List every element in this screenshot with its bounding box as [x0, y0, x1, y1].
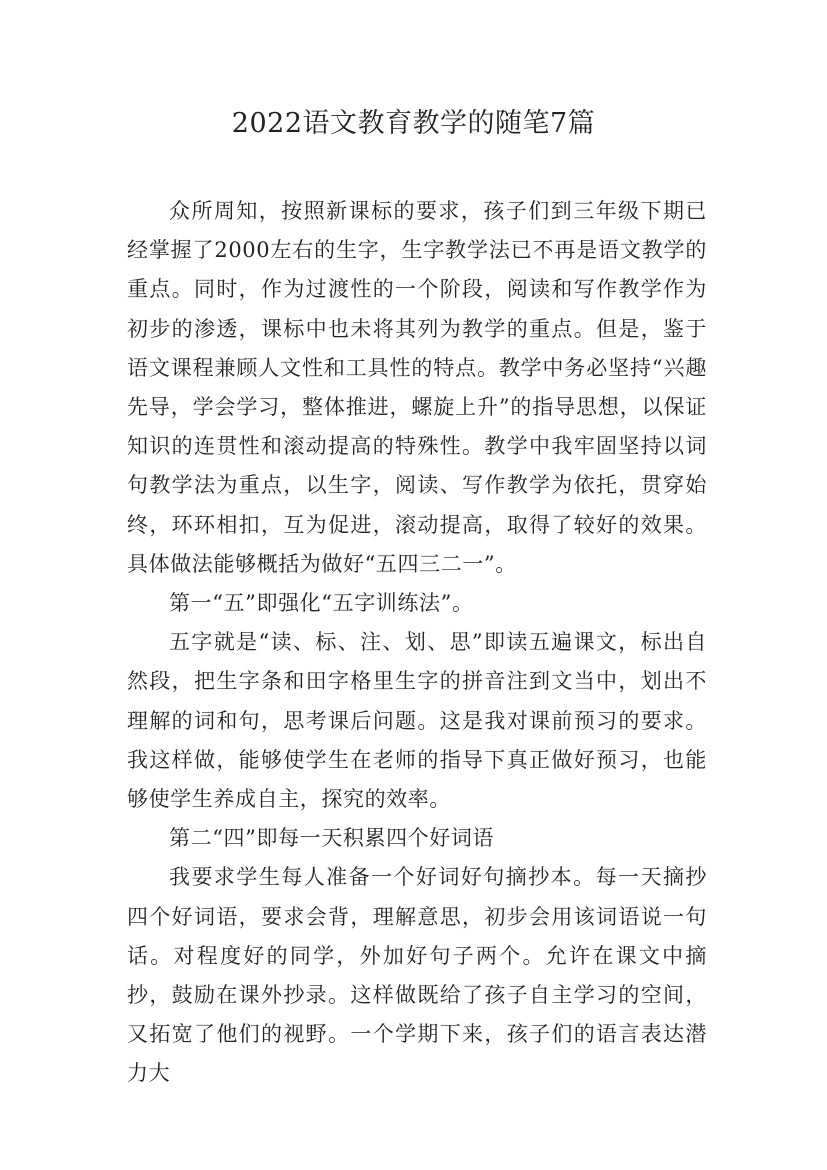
paragraph-intro: 众所周知，按照新课标的要求，孩子们到三年级下期已经掌握了2000左右的生字，生字教学法已不再是语文教学的重点。同时，作为过渡性的一个阶段，阅读和写作教学作为初步的渗透，课标中也未将其列为教学的重点。但是，鉴于语文课程兼顾人文性和工具性的特点。教学中务必坚持“兴趣先导，学会学习，整体推进，螺旋上升”的指导思想，以保证知识的连贯性和滚动提高的特殊性。教学中我牢固坚持以词句教学法为重点，以生字，阅读、写作教学为依托，贯穿始终，环环相扣，互为促进，滚动提高，取得了较好的效果。具体做法能够概括为做好“五四三二一”。: [127, 199, 707, 576]
paragraph-five-method: 五字就是“读、标、注、划、思”即读五遍课文，标出自然段，把生字条和田字格里生字的拼音注到文当中，划出不理解的词和句，思考课后问题。这是我对课前预习的要求。我这样做，能够使学生在老师的指导下真正做好预习，也能够使学生养成自主，探究的效率。: [127, 630, 707, 812]
paragraph-heading-four: 第二“四”即每一天积累四个好词语: [169, 826, 495, 851]
document-body: [127, 192, 707, 1094]
paragraph-four-method: 我要求学生每人准备一个好词好句摘抄本。每一天摘抄四个好词语，要求会背，理解意思，初步会用该词语说一句话。对程度好的同学，外加好句子两个。允许在课文中摘抄，鼓励在课外抄录。这样做既给了孩子自主学习的空间，又拓宽了他们的视野。一个学期下来，孩子们的语言表达潜力大: [127, 865, 707, 1086]
paragraph-heading-five: 第一“五”即强化“五字训练法”。: [169, 591, 474, 616]
document-title: 2022语文教育教学的随笔7篇: [231, 108, 596, 139]
